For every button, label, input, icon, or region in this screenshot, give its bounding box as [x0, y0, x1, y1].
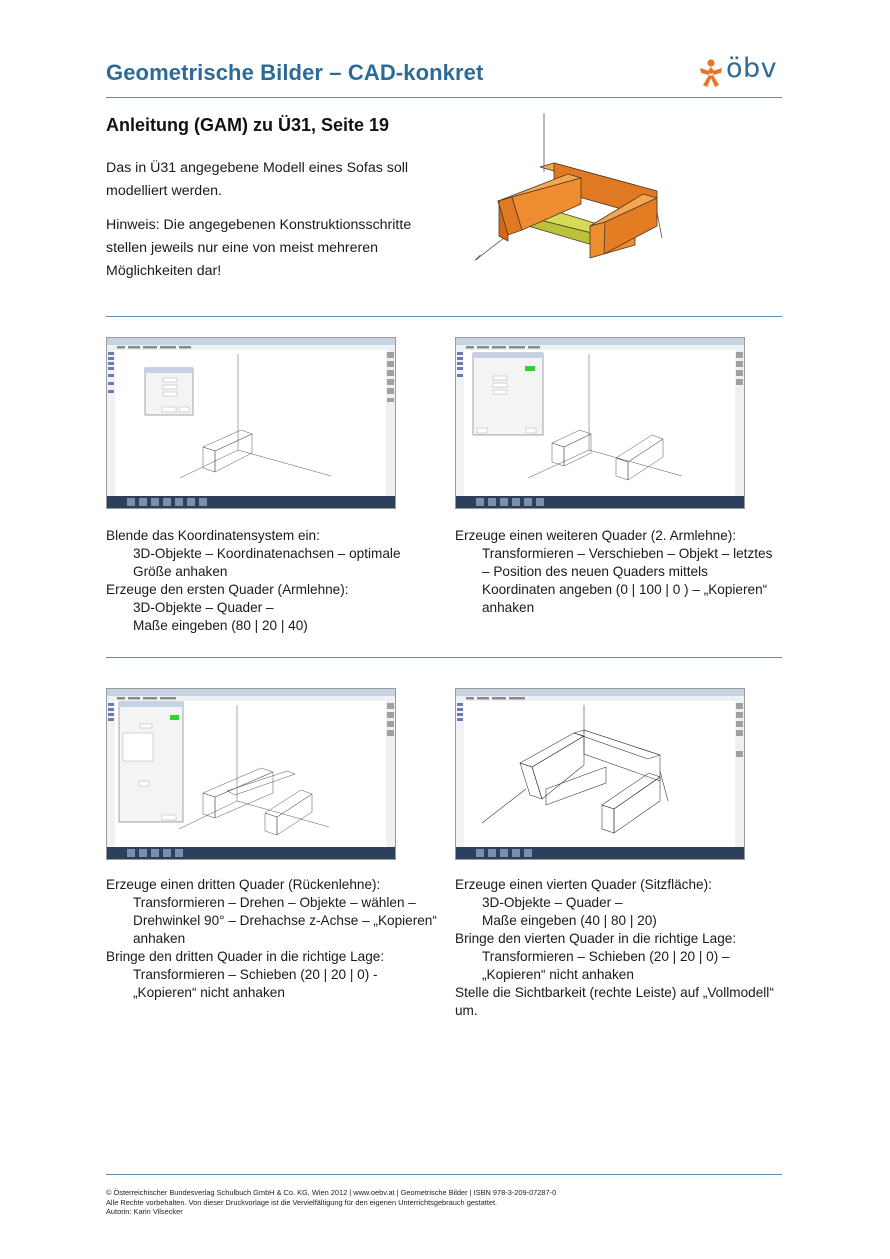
screenshot-step3	[106, 688, 396, 860]
step2-line: Erzeuge einen weiteren Quader (2. Armlehne):	[455, 528, 737, 543]
screenshot-step4	[455, 688, 745, 860]
step4-line: 3D-Objekte – Quader –	[482, 895, 623, 910]
step3-line: Transformieren – Drehen – Objekte – wählen –	[133, 895, 416, 910]
footer	[106, 1188, 556, 1217]
intro-text	[106, 157, 451, 294]
step4-line: Bringe den vierten Quader in die richtige Lage:	[455, 931, 737, 946]
step4-line: Transformieren – Schieben (20 | 20 | 0) –	[482, 949, 730, 964]
step3-line: Bringe den dritten Quader in die richtige Lage:	[106, 949, 385, 964]
header-title: Geometrische Bilder – CAD-konkret	[106, 60, 484, 85]
step4-line: um.	[455, 1003, 478, 1018]
step1-line: Erzeuge den ersten Quader (Armlehne):	[106, 582, 349, 597]
cad-window-2	[456, 338, 744, 508]
step3-line: Drehwinkel 90° – Drehachse z-Achse – „Kopieren“	[133, 913, 437, 928]
cad-window-3	[107, 689, 395, 859]
logo-star-icon	[698, 58, 724, 88]
step4-line: Erzeuge einen vierten Quader (Sitzfläche):	[455, 877, 712, 892]
window-titlebar	[107, 338, 395, 345]
verschieben-dialog	[473, 353, 543, 435]
step4-line: Maße eingeben (40 | 80 | 20)	[482, 913, 657, 928]
step3-line: Erzeuge einen dritten Quader (Rückenlehne):	[106, 877, 381, 892]
step1-line: Maße eingeben (80 | 20 | 40)	[133, 618, 308, 633]
step2-line: Koordinaten angeben (0 | 100 | 0 ) – „Kopieren“	[482, 582, 768, 597]
section-rule-2	[106, 657, 782, 658]
cad-window-4	[456, 689, 744, 859]
screenshot-step2	[455, 337, 745, 509]
step3-line: Transformieren – Schieben (20 | 20 | 0) -	[133, 967, 378, 982]
page-title: Anleitung (GAM) zu Ü31, Seite 19	[106, 115, 390, 135]
oebv-logo	[698, 53, 788, 88]
step1-line: Größe anhaken	[133, 564, 228, 579]
left-toolbar	[107, 350, 115, 496]
x-axis-arrow-icon	[474, 254, 481, 261]
footer-rule	[106, 1174, 782, 1175]
cad-window-1	[107, 338, 395, 508]
intro-hint: Hinweis: Die angegebenen Konstruktionsschritte stellen jeweils nur eine von meist mehreren Möglichkeiten dar!	[106, 217, 412, 279]
screenshot-step1	[106, 337, 396, 509]
step1-instructions	[106, 527, 441, 635]
step1-line: 3D-Objekte – Quader –	[133, 600, 274, 615]
step1-line: 3D-Objekte – Koordinatenachsen – optimale	[133, 546, 401, 561]
footer-author: Autorin: Karin Vilsecker	[106, 1207, 183, 1217]
logo-text: öbv	[726, 53, 778, 84]
step4-line: „Kopieren“ nicht anhaken	[482, 967, 634, 982]
step1-line: Blende das Koordinatensystem ein:	[106, 528, 320, 543]
step4-instructions	[455, 876, 790, 1020]
step4-line: Stelle die Sichtbarkeit (rechte Leiste) auf „Vollmodell“	[455, 985, 774, 1000]
step2-instructions	[455, 527, 790, 617]
step2-line: Transformieren – Verschieben – Objekt – letztes	[482, 546, 773, 561]
step3-line: „Kopieren“ nicht anhaken	[133, 985, 285, 1000]
step3-line: anhaken	[133, 931, 186, 946]
step2-line: – Position des neuen Quaders mittels	[482, 564, 708, 579]
step3-instructions	[106, 876, 441, 1002]
taskbar	[107, 496, 395, 508]
footer-copyright: © Österreichischer Bundesverlag Schulbuch GmbH & Co. KG, Wien 2012 | www.oebv.at | Geometrische Bilder | ISBN 978-3-209-07287-0	[106, 1188, 557, 1197]
footer-rights: Alle Rechte vorbehalten. Von dieser Druckvorlage ist die Vervielfältigung für den eigenen Unterrichtsgebrauch gestattet.	[106, 1197, 498, 1207]
sofa-illustration	[470, 108, 670, 273]
header-rule	[106, 97, 782, 98]
intro-paragraph: Das in Ü31 angegebene Modell eines Sofas soll modelliert werden.	[106, 160, 409, 199]
step2-line: anhaken	[482, 600, 535, 615]
section-rule-1	[106, 316, 782, 317]
